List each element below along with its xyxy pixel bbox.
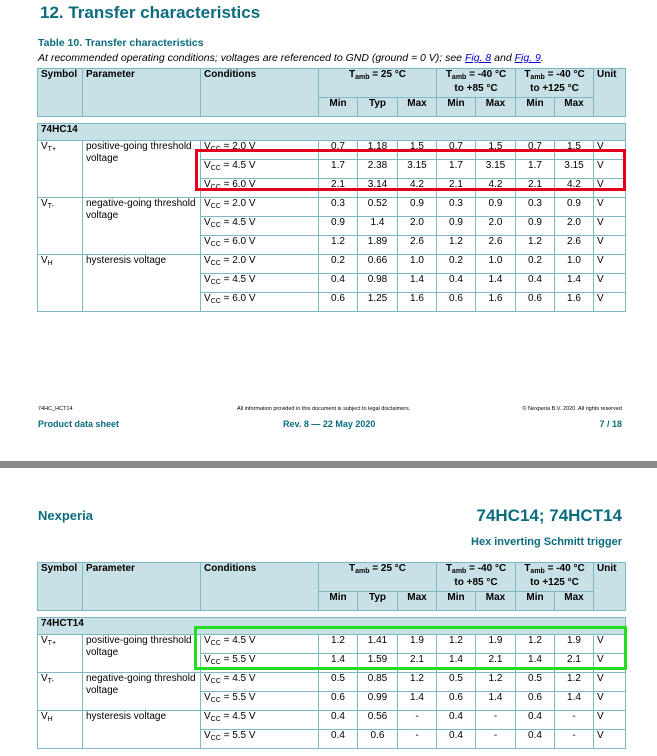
value-cell: 0.6: [437, 692, 476, 711]
value-cell: 0.4: [516, 711, 555, 730]
unit-cell: V: [594, 179, 626, 198]
value-cell: 0.9: [476, 198, 516, 217]
value-cell: 4.2: [476, 179, 516, 198]
value-cell: 0.5: [437, 673, 476, 692]
value-cell: 1.2: [476, 673, 516, 692]
value-cell: 1.0: [476, 255, 516, 274]
condition-cell: $V_{CC} = 4.5$ V: [201, 711, 319, 730]
unit-cell: V: [594, 160, 626, 179]
symbol-cell: $V_{T-}$: [38, 673, 83, 711]
value-cell: 3.15: [476, 160, 516, 179]
unit-cell: V: [594, 217, 626, 236]
value-cell: 1.7: [516, 160, 555, 179]
value-cell: 1.6: [398, 293, 437, 312]
value-cell: 0.7: [437, 141, 476, 160]
value-cell: 0.3: [319, 198, 358, 217]
section-title: 12. Transfer characteristics: [40, 3, 261, 22]
unit-cell: V: [594, 274, 626, 293]
value-cell: 1.89: [358, 236, 398, 255]
tamb-85-header: $T_{amb} = -40$ °C to +85 °C: [437, 563, 516, 592]
condition-cell: $V_{CC} = 2.0$ V: [201, 255, 319, 274]
value-cell: 0.98: [358, 274, 398, 293]
symbol-cell: $V_H$: [38, 711, 83, 749]
min-header: Min: [516, 592, 555, 611]
max-header: Max: [398, 592, 437, 611]
value-cell: 1.4: [398, 274, 437, 293]
value-cell: 1.41: [358, 635, 398, 654]
unit-cell: V: [594, 293, 626, 312]
value-cell: 1.2: [516, 236, 555, 255]
value-cell: 2.0: [555, 217, 594, 236]
value-cell: 0.7: [516, 141, 555, 160]
value-cell: 0.85: [358, 673, 398, 692]
value-cell: 0.4: [319, 274, 358, 293]
typ-header: Typ: [358, 592, 398, 611]
fig8-link[interactable]: Fig. 8: [464, 52, 492, 64]
symbol-cell: $V_{T+}$: [38, 635, 83, 673]
condition-cell: $V_{CC} = 5.5$ V: [201, 692, 319, 711]
unit-cell: V: [594, 635, 626, 654]
condition-cell: $V_{CC} = 4.5$ V: [201, 274, 319, 293]
unit-cell: V: [594, 654, 626, 673]
header-row: [38, 563, 626, 592]
min-header: Min: [437, 98, 476, 117]
subtitle-text: At recommended operating conditions; voltages are referenced to GND (ground = 0 V); see: [38, 52, 465, 64]
unit-cell: V: [594, 255, 626, 274]
value-cell: 1.4: [358, 217, 398, 236]
table-row: [38, 198, 626, 217]
value-cell: 1.5: [398, 141, 437, 160]
value-cell: 1.9: [398, 635, 437, 654]
spacer-row: [38, 611, 626, 618]
value-cell: 0.52: [358, 198, 398, 217]
page-separator: [0, 461, 657, 468]
min-header: Min: [437, 592, 476, 611]
group-label: 74HCT14: [38, 618, 626, 635]
value-cell: 0.9: [555, 198, 594, 217]
value-cell: 2.1: [555, 654, 594, 673]
value-cell: 1.2: [555, 673, 594, 692]
condition-cell: $V_{CC} = 2.0$ V: [201, 141, 319, 160]
red-highlight-box: [195, 149, 626, 191]
brand-name: Nexperia: [38, 508, 93, 523]
value-cell: 0.3: [437, 198, 476, 217]
parameter-cell: hysteresis voltage: [83, 255, 201, 312]
conditions-header: Conditions: [201, 563, 319, 611]
value-cell: 3.14: [358, 179, 398, 198]
value-cell: 3.15: [398, 160, 437, 179]
symbol-header: Symbol: [38, 69, 83, 117]
value-cell: 1.7: [319, 160, 358, 179]
symbol-cell: $V_{T-}$: [38, 198, 83, 255]
value-cell: 1.4: [476, 692, 516, 711]
value-cell: 0.2: [437, 255, 476, 274]
unit-header: Unit: [594, 563, 626, 611]
value-cell: 0.66: [358, 255, 398, 274]
value-cell: -: [555, 711, 594, 730]
fig9-link[interactable]: Fig. 9: [514, 52, 541, 64]
parameter-cell: positive-going threshold voltage: [83, 635, 201, 673]
parameter-header: Parameter: [83, 69, 201, 117]
max-header: Max: [476, 592, 516, 611]
condition-cell: $V_{CC} = 4.5$ V: [201, 217, 319, 236]
value-cell: 1.4: [555, 692, 594, 711]
value-cell: 0.9: [398, 198, 437, 217]
parameter-cell: hysteresis voltage: [83, 711, 201, 749]
product-description: Hex inverting Schmitt trigger: [471, 536, 622, 548]
value-cell: 1.2: [516, 635, 555, 654]
value-cell: 2.0: [476, 217, 516, 236]
unit-cell: V: [594, 692, 626, 711]
parameter-cell: positive-going threshold voltage: [83, 141, 201, 198]
value-cell: 1.4: [516, 654, 555, 673]
value-cell: 1.4: [555, 274, 594, 293]
value-cell: 0.4: [516, 730, 555, 749]
table-title: Table 10. Transfer characteristics: [38, 37, 204, 49]
value-cell: 0.6: [358, 730, 398, 749]
symbol-cell: $V_{T+}$: [38, 141, 83, 198]
max-header: Max: [398, 98, 437, 117]
unit-cell: V: [594, 141, 626, 160]
value-cell: 1.4: [319, 654, 358, 673]
value-cell: -: [398, 730, 437, 749]
subtitle-end: .: [540, 52, 544, 64]
value-cell: 0.2: [319, 255, 358, 274]
condition-cell: $V_{CC} = 4.5$ V: [201, 673, 319, 692]
value-cell: 0.4: [437, 730, 476, 749]
value-cell: 0.6: [319, 692, 358, 711]
value-cell: 0.9: [437, 217, 476, 236]
value-cell: 2.1: [516, 179, 555, 198]
footer-revision: Rev. 8 — 22 May 2020: [283, 419, 376, 429]
header-row: [38, 69, 626, 98]
value-cell: 4.2: [398, 179, 437, 198]
value-cell: 1.5: [555, 141, 594, 160]
value-cell: 1.2: [437, 635, 476, 654]
tamb-85-header: $T_{amb} = -40$ °C to +85 °C: [437, 69, 516, 98]
condition-cell: $V_{CC} = 5.5$ V: [201, 730, 319, 749]
parameter-header: Parameter: [83, 563, 201, 611]
footer-copyright: © Nexperia B.V. 2020. All rights reserved: [522, 406, 622, 412]
condition-cell: $V_{CC} = 2.0$ V: [201, 198, 319, 217]
condition-cell: $V_{CC} = 6.0$ V: [201, 293, 319, 312]
group-label: 74HC14: [38, 124, 626, 141]
unit-header: Unit: [594, 69, 626, 117]
tamb-25-header: $T_{amb} = 25$ °C: [319, 69, 437, 98]
value-cell: 2.1: [437, 179, 476, 198]
parameter-cell: negative-going threshold voltage: [83, 198, 201, 255]
table-row: [38, 673, 626, 692]
value-cell: 2.1: [398, 654, 437, 673]
symbol-header: Symbol: [38, 563, 83, 611]
value-cell: 2.1: [319, 179, 358, 198]
condition-cell: $V_{CC} = 4.5$ V: [201, 160, 319, 179]
value-cell: 3.15: [555, 160, 594, 179]
value-cell: 1.18: [358, 141, 398, 160]
value-cell: 0.9: [516, 217, 555, 236]
unit-cell: V: [594, 711, 626, 730]
tamb-25-header: $T_{amb} = 25$ °C: [319, 563, 437, 592]
value-cell: 0.4: [319, 711, 358, 730]
product-title: 74HC14; 74HCT14: [476, 506, 622, 525]
table-subtitle: [38, 52, 544, 64]
value-cell: 0.4: [319, 730, 358, 749]
tamb-125-header: $T_{amb} = -40$ °C to +125 °C: [516, 69, 594, 98]
value-cell: 1.0: [398, 255, 437, 274]
value-cell: 1.2: [437, 236, 476, 255]
value-cell: 1.2: [319, 236, 358, 255]
value-cell: 1.59: [358, 654, 398, 673]
value-cell: 1.4: [476, 274, 516, 293]
value-cell: 0.99: [358, 692, 398, 711]
max-header: Max: [555, 592, 594, 611]
unit-cell: V: [594, 236, 626, 255]
value-cell: 2.1: [476, 654, 516, 673]
value-cell: 0.5: [516, 673, 555, 692]
spacer-row: [38, 117, 626, 124]
max-header: Max: [476, 98, 516, 117]
value-cell: 0.4: [437, 711, 476, 730]
value-cell: 1.4: [437, 654, 476, 673]
value-cell: 1.9: [476, 635, 516, 654]
value-cell: 0.4: [516, 274, 555, 293]
value-cell: 1.5: [476, 141, 516, 160]
table-row: [38, 711, 626, 730]
value-cell: 0.6: [516, 692, 555, 711]
typ-header: Typ: [358, 98, 398, 117]
value-cell: 2.6: [398, 236, 437, 255]
value-cell: -: [476, 730, 516, 749]
green-highlight-box: [194, 626, 627, 670]
footer-doc-id: 74HC_HCT14: [38, 406, 73, 412]
parameter-cell: negative-going threshold voltage: [83, 673, 201, 711]
value-cell: 1.2: [398, 673, 437, 692]
value-cell: 0.2: [516, 255, 555, 274]
value-cell: 0.9: [319, 217, 358, 236]
value-cell: 1.25: [358, 293, 398, 312]
value-cell: 0.6: [516, 293, 555, 312]
footer-page-number: 7 / 18: [599, 419, 622, 429]
value-cell: 2.0: [398, 217, 437, 236]
conditions-header: Conditions: [201, 69, 319, 117]
value-cell: 0.6: [437, 293, 476, 312]
tamb-125-header: $T_{amb} = -40$ °C to +125 °C: [516, 563, 594, 592]
unit-cell: V: [594, 730, 626, 749]
value-cell: 0.7: [319, 141, 358, 160]
value-cell: 1.7: [437, 160, 476, 179]
value-cell: 2.6: [555, 236, 594, 255]
value-cell: 0.5: [319, 673, 358, 692]
value-cell: 1.9: [555, 635, 594, 654]
value-cell: -: [476, 711, 516, 730]
condition-cell: $V_{CC} = 4.5$ V: [201, 635, 319, 654]
symbol-cell: $V_H$: [38, 255, 83, 312]
min-header: Min: [319, 98, 358, 117]
unit-cell: V: [594, 673, 626, 692]
subtitle-and: and: [491, 52, 515, 64]
condition-cell: $V_{CC} = 6.0$ V: [201, 179, 319, 198]
value-cell: 1.0: [555, 255, 594, 274]
value-cell: 0.3: [516, 198, 555, 217]
value-cell: 1.6: [476, 293, 516, 312]
value-cell: 4.2: [555, 179, 594, 198]
value-cell: 2.6: [476, 236, 516, 255]
min-header: Min: [319, 592, 358, 611]
value-cell: 0.4: [437, 274, 476, 293]
max-header: Max: [555, 98, 594, 117]
condition-cell: $V_{CC} = 6.0$ V: [201, 236, 319, 255]
unit-cell: V: [594, 198, 626, 217]
table-row: [38, 255, 626, 274]
footer-disclaimer: All information provided in this document is subject to legal disclaimers.: [237, 406, 411, 412]
condition-cell: $V_{CC} = 5.5$ V: [201, 654, 319, 673]
value-cell: 0.6: [319, 293, 358, 312]
value-cell: 0.56: [358, 711, 398, 730]
value-cell: 2.38: [358, 160, 398, 179]
footer-doc-type: Product data sheet: [38, 419, 120, 429]
value-cell: 1.6: [555, 293, 594, 312]
value-cell: -: [398, 711, 437, 730]
value-cell: 1.2: [319, 635, 358, 654]
min-header: Min: [516, 98, 555, 117]
value-cell: 1.4: [398, 692, 437, 711]
value-cell: -: [555, 730, 594, 749]
